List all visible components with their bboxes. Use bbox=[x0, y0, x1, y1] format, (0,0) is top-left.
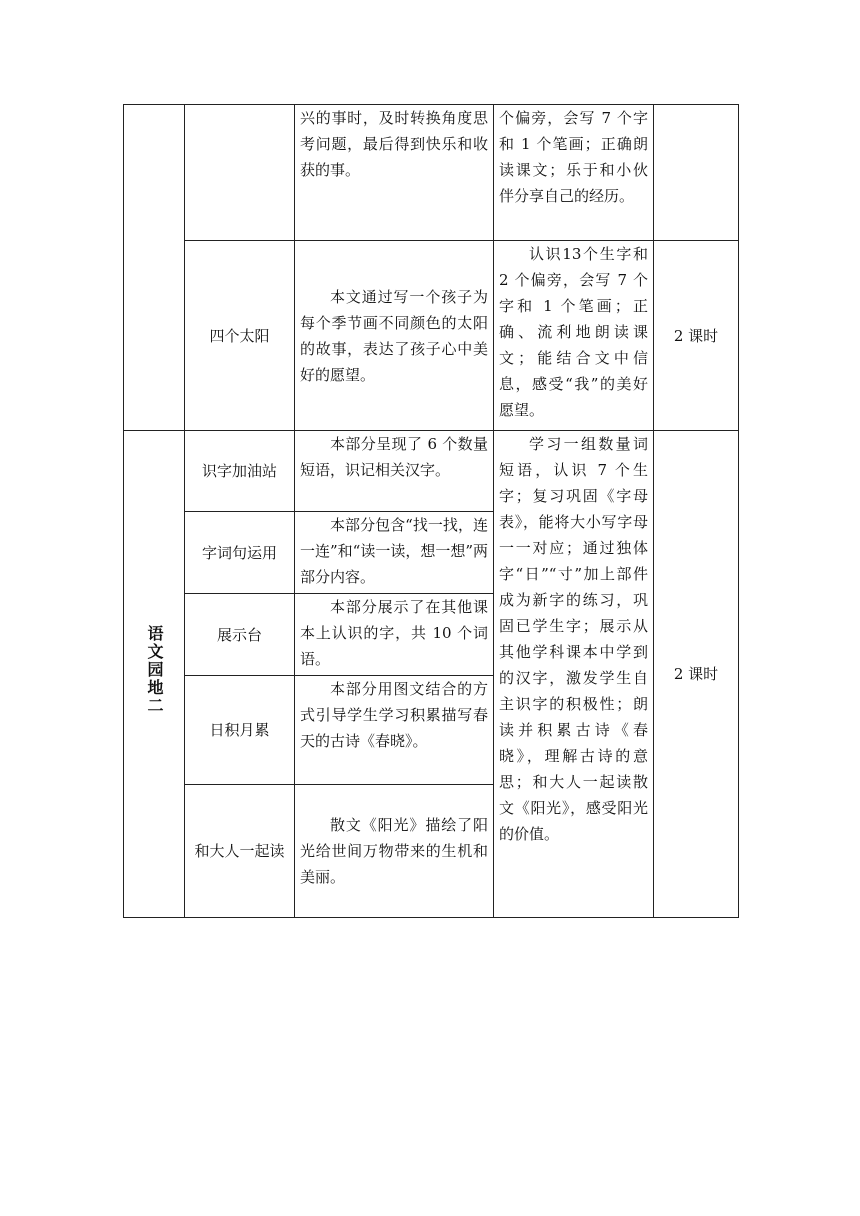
garden-hours-cell: 2 课时 bbox=[654, 431, 739, 918]
part-summary-cell bbox=[295, 594, 494, 676]
hours-cell bbox=[654, 105, 739, 241]
lesson-plan-table bbox=[123, 104, 739, 918]
summary-cell bbox=[295, 241, 494, 431]
part-summary-text: 本部分呈现了 6 个数量短语，识记相关汉字。 bbox=[300, 435, 488, 479]
summary-cell bbox=[295, 105, 494, 241]
lesson-name-cell: 四个太阳 bbox=[185, 241, 295, 431]
part-summary-text: 本部分包含“找一找，连一连”和“读一读，想一想”两部分内容。 bbox=[300, 516, 489, 586]
garden-objectives-cell bbox=[494, 431, 654, 918]
table-row bbox=[124, 431, 739, 512]
part-summary-cell bbox=[295, 512, 494, 594]
objectives-text: 个偏旁，会写 7 个字和 1 个笔画；正确朗读课文；乐于和小伙伴分享自己的经历。 bbox=[499, 109, 648, 205]
summary-text: 本文通过写一个孩子为每个季节画不同颜色的太阳的故事，表达了孩子心中美好的愿望。 bbox=[300, 287, 488, 384]
part-summary-text: 本部分用图文结合的方式引导学生学习积累描写春天的古诗《春晓》。 bbox=[300, 680, 488, 750]
unit-cell bbox=[124, 431, 185, 918]
objectives-cell bbox=[494, 241, 654, 431]
part-name-cell: 和大人一起读 bbox=[185, 785, 295, 918]
part-summary-text: 本部分展示了在其他课本上认识的字，共 10 个词语。 bbox=[300, 598, 488, 668]
hours-cell: 2 课时 bbox=[654, 241, 739, 431]
objectives-cell bbox=[494, 105, 654, 241]
part-name-cell: 日积月累 bbox=[185, 676, 295, 785]
part-summary-cell bbox=[295, 431, 494, 512]
lesson-name-cell bbox=[185, 105, 295, 241]
part-name-cell: 字词句运用 bbox=[185, 512, 295, 594]
part-summary-text: 散文《阳光》描绘了阳光给世间万物带来的生机和美丽。 bbox=[300, 816, 488, 886]
garden-objectives-text: 学习一组数量词短语，认识 7 个生字；复习巩固《字母表》，能将大小写字母一一对应；通过独体字“日”“寸”加上部件成为新字的练习，巩固已学生字；展示从其他学科课本中学到的汉字，激发学生自主识字的积极性；朗读并积累古诗《春晓》，理解古诗的意思；和大人一起读散文《阳光》，感受阳光的价值。 bbox=[499, 435, 648, 843]
unit-cell-blank bbox=[124, 105, 185, 431]
objectives-text: 认识13个生字和 2 个偏旁，会写 7 个字和 1 个笔画；正确、流利地朗读课文；能结合文中信息，感受“我”的美好愿望。 bbox=[499, 245, 648, 419]
summary-text: 兴的事时，及时转换角度思考问题，最后得到快乐和收获的事。 bbox=[300, 109, 488, 179]
unit-label: 语文园地二 bbox=[145, 625, 164, 715]
table-row bbox=[124, 241, 739, 431]
part-summary-cell bbox=[295, 785, 494, 918]
part-name-cell: 展示台 bbox=[185, 594, 295, 676]
table-row bbox=[124, 105, 739, 241]
part-name-cell: 识字加油站 bbox=[185, 431, 295, 512]
part-summary-cell bbox=[295, 676, 494, 785]
